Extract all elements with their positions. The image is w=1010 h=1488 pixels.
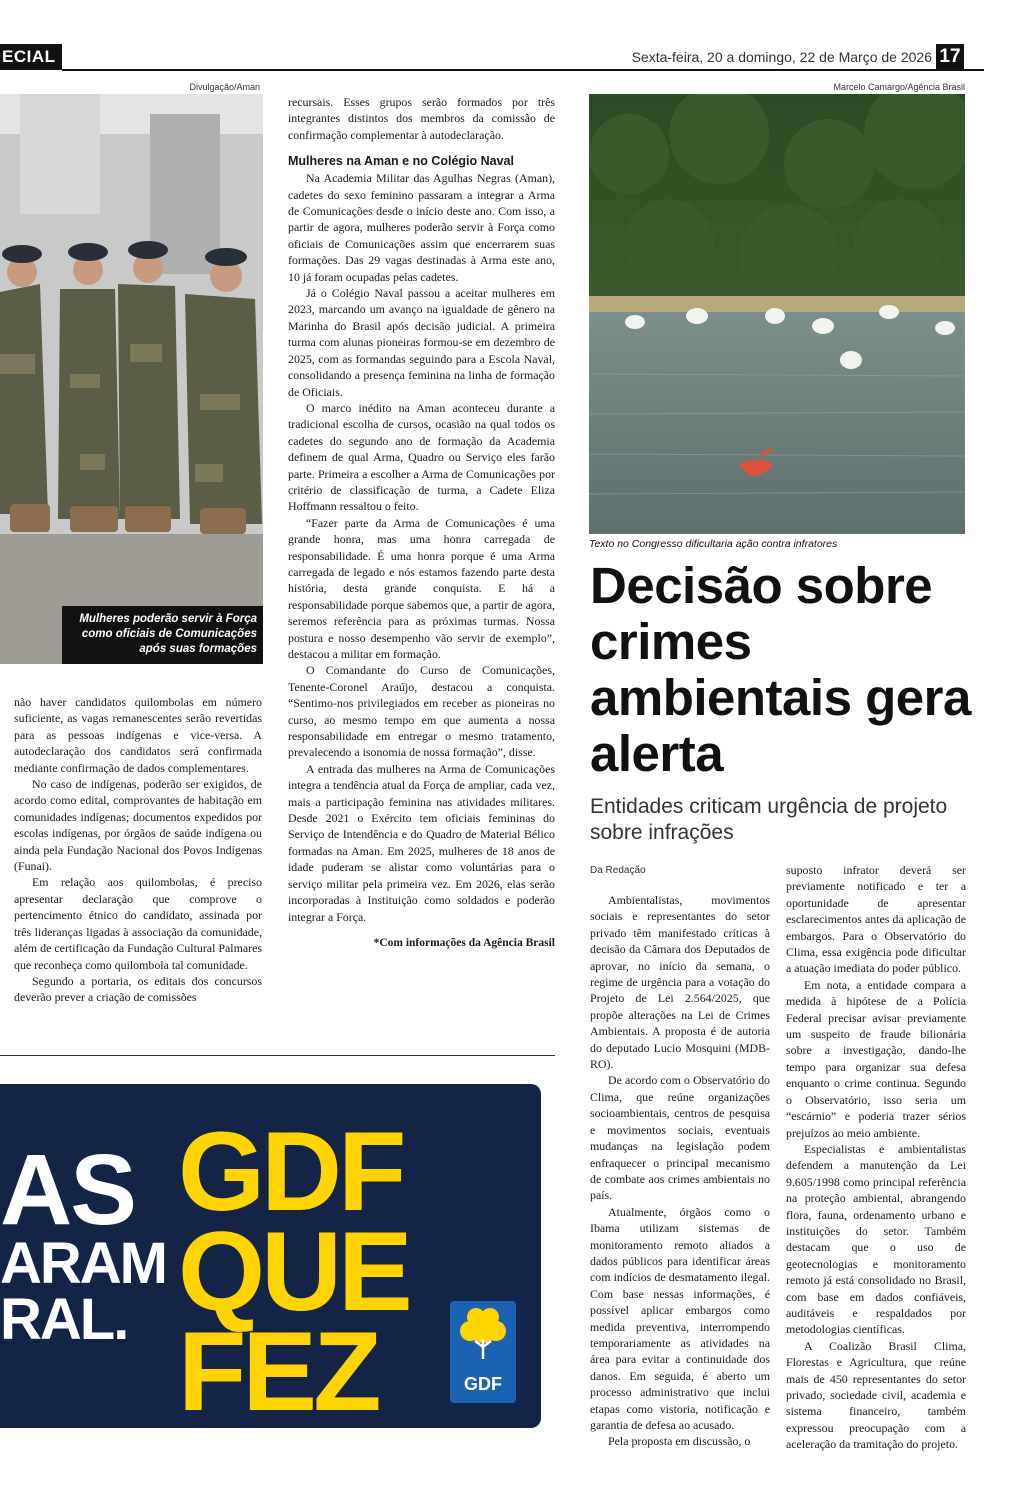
paragraph: não haver candidatos quilombolas em número suficiente, as vagas remanescentes serão revertidas para as pessoas indígenas e vice-versa. A autodeclaração dos candidatos será confirmada mediante confirmação de dados complementares.: [14, 695, 262, 775]
column-rule: [0, 1055, 555, 1056]
header-rule: [62, 69, 984, 71]
cadets-photo: [0, 94, 263, 664]
ipe-tree-icon: [450, 1301, 516, 1371]
article-subhead: Entidades criticam urgência de projeto sobre infrações: [590, 795, 948, 844]
gdf-logo: [450, 1301, 516, 1403]
paragraph: A entrada das mulheres na Arma de Comunicações integra a tendência atual da Força de ampliar, cada vez, mais a participação feminina nas atividades militares. Desde 2021 o Exército tem oficiais femininas do Serviço de Intendência e do Quadro de Material Bélico formadas na Aman. Em 2025, mulheres de 18 anos de idade puderam se alistar como voluntárias para o serviço militar pela primeira vez. Em 2026, elas serão incorporadas à Instituição como soldados e poderão integrar a Força.: [288, 761, 555, 924]
paragraph: Atualmente, órgãos como o Ibama utilizam sistemas de monitoramento remoto aliados a dados públicos para identificar áreas com indícios de desmatamento ilegal. Com base nessas informações, é possível aplicar embargos como medida preventiva, interrompendo temporariamente as atividades na área para evitar a continuidade dos danos. Em seguida, é aberto um processo administrativo que inclui etapas como vistoria, notificação e garantia de defesa ao acusado.: [590, 1204, 770, 1432]
column-3: [590, 892, 770, 1450]
ad-big-line: FEZ: [178, 1309, 378, 1428]
paragraph: Pela proposta em discussão, o: [608, 1434, 751, 1449]
right-photo-credit: Marcelo Camargo/Agência Brasil: [833, 82, 965, 92]
ad-text-line: AS: [0, 1134, 135, 1246]
paragraph: suposto infrator deverá ser previamente notificado e ter a oportunidade de apresentar esclarecimentos antes da aplicação de embargos. Para o Observatório do Clima, essa exigência pode dificultar a atuação imediata do poder público.: [786, 863, 966, 976]
paragraph: Já o Colégio Naval passou a aceitar mulheres em 2023, marcando um avanço na igualdade de gênero na Marinha do Brasil após decisão judicial. A primeira turma com alunas pioneiras formou-se em dezembro de 2025, com as formandas seguindo para a Escola Naval, consolidando a presença feminina na linha de formação de Oficiais.: [288, 286, 555, 399]
paragraph: Em relação aos quilombolas, é preciso apresentar declaração que comprove o pertencimento étnico do candidato, assinada por três lideranças ligadas à associação da comunidade, além de certificação da Fundação Cultural Palmares que reconheça como quilombola tal comunidade.: [14, 875, 262, 972]
paragraph: Em nota, a entidade compara a medida à hipótese de a Polícia Federal precisar avisar previamente um suspeito de fraude bilionária sobre a investigação, dando-lhe tempo para organizar sua defesa enquanto o crime continua. Segundo o Observatório, isso seria um “escárnio” e poderia trazer sérios prejuízos ao meio ambiente.: [786, 977, 966, 1140]
page-number: 17: [936, 44, 964, 70]
ad-big-line: GDF: [178, 1109, 403, 1234]
paragraph: Ambientalistas, movimentos sociais e representantes do setor privado têm manifestado críticas à decisão da Câmara dos Deputados de aprovar, no início da semana, o regime de urgência para a votação do Projeto de Lei 2.564/2025, que propõe alterações na Lei de Crimes Ambientais. A proposta é de autoria do deputado Lucio Mosquini (MDB-RO).: [590, 893, 770, 1072]
column-1: [14, 694, 262, 1006]
section-label: ECIAL: [0, 44, 62, 70]
byline: Da Redação: [590, 865, 646, 876]
ad-big-line: QUE: [178, 1209, 409, 1334]
paragraph: A Coalizão Brasil Clima, Florestas e Agricultura, que reúne mais de 450 representantes do setor privado, sociedade civil, academia e sistema financeiro, também expressou preocupação com a aceleração da tramitação do projeto.: [786, 1338, 966, 1452]
edition-date: Sexta-feira, 20 a domingo, 22 de Março de 2026: [631, 49, 932, 65]
paragraph: O marco inédito na Aman aconteceu durante a tradicional escolha de cursos, ocasião na qual todos os cadetes do segundo ano de formação da Academia definem de qual Arma, Quadro ou Serviço eles farão parte. Primeira a escolher a Arma de Comunicações por critério de classificação de turma, a Cadete Eliza Hoffmann ressaltou o feito.: [288, 400, 555, 514]
paragraph: Especialistas e ambientalistas defendem a manutenção da Lei 9.605/1998 como principal referência na proteção ambiental, abrangendo flora, fauna, ordenamento urbano e instituições do setor. Também destacam que o uso de geotecnologias e monitoramento remoto já está consolidado no Brasil, com base em dados confiáveis, auditáveis e respaldados por metodologias científicas.: [786, 1141, 966, 1337]
left-photo-credit: Divulgação/Aman: [189, 82, 260, 92]
paragraph: “Fazer parte da Arma de Comunicações é uma grande honra, mas uma honra carregada de responsabilidade. É uma honra porque é uma Arma carregada de legado e nós estamos fazendo parte desta história, desta grande conquista. E há a responsabilidade porque sabemos que, a partir de agora, seremos referência para as próximas turmas. Nossa postura e nosso desempenho vão servir de exemplo”, destacou a militar em formação.: [288, 515, 555, 661]
column-4: [786, 862, 966, 1453]
paragraph: O Comandante do Curso de Comunicações, Tenente-Coronel Araújo, destacou a conquista. “Sentimo-nos privilegiados em receber as pioneiras no curso, ao mesmo tempo em que aumenta a nossa responsabilidade em entregar o mesmo tratamento, prevalecendo a isonomia de nossa formação”, disse.: [288, 663, 555, 760]
paragraph: De acordo com o Observatório do Clima, que reúne organizações socioambientais, centros de pesquisa e movimentos sociais, eventuais mudanças na legislação podem enfraquecer o principal mecanismo de combate aos crimes ambientais no país.: [590, 1073, 770, 1203]
paragraph: Segundo a portaria, os editais dos concursos deverão prever a criação de comissões: [14, 973, 262, 1005]
column-2: [288, 94, 555, 951]
article-signature: *Com informações da Agência Brasil: [373, 936, 555, 949]
ad-text-line: RAL.: [0, 1287, 128, 1352]
paragraph: Na Academia Militar das Agulhas Negras (Aman), cadetes do sexo feminino passaram a integrar a Arma de Comunicações desde o início deste ano. Com isso, a partir de agora, mulheres poderão servir à Força como oficiais de Comunicações assim que encerrarem suas formações. Das 29 vagas destinadas à Arma este ano, 10 já foram ocupadas pelas cadetes.: [288, 171, 555, 284]
paragraph: No caso de indígenas, poderão ser exigidos, de acordo como edital, comprovantes de habitação em comunidades indígenas; documentos expedidos por escolas indígenas, por órgãos de saúde indígena ou ainda pela Fundação Nacional dos Povos Indígenas (Funai).: [14, 777, 262, 874]
egrets-photo: [589, 94, 965, 534]
left-photo-caption: Mulheres poderão servir à Força como oficiais de Comunicações após suas formações: [62, 606, 263, 664]
gdf-logo-text: GDF: [464, 1374, 502, 1394]
ad-text-line: ARAM: [0, 1231, 166, 1296]
right-photo-caption: Texto no Congresso dificultaria ação contra infratores: [589, 538, 838, 550]
headline: Decisão sobre crimes ambientais gera alerta: [590, 557, 971, 782]
paragraph: recursais. Esses grupos serão formados por três integrantes distintos dos membros da comissão de confirmação complementar à autodeclaração.: [288, 95, 555, 142]
section-subhead: Mulheres na Aman e no Colégio Naval: [288, 154, 514, 169]
